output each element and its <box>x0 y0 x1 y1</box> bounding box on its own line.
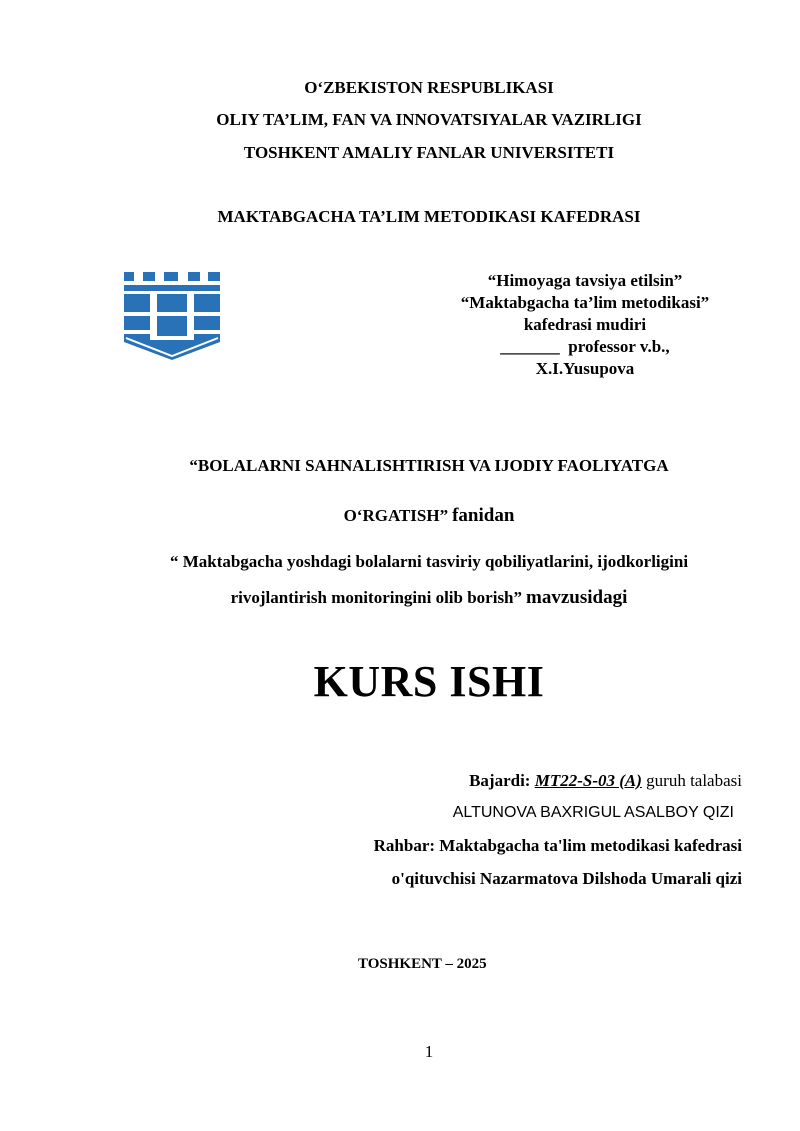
performer-group-suffix: guruh talabasi <box>646 771 742 790</box>
department-name: MAKTABGACHA TA’LIM METODIKASI KAFEDRASI <box>217 207 641 226</box>
page-number: 1 <box>424 1042 434 1061</box>
supervisor-line-1: Rahbar: Maktabgacha ta'lim metodikasi kafedrasi <box>373 836 742 855</box>
approval-position: professor v.b., <box>568 337 670 356</box>
university-shield-icon <box>122 270 222 360</box>
approval-signature-line <box>440 336 730 358</box>
ministry-name: OLIY TA’LIM, FAN VA INNOVATSIYALAR VAZIRLIGI <box>216 110 642 129</box>
performer-label: Bajardi: <box>469 771 531 790</box>
approval-head-name: X.I.Yusupova <box>535 359 635 378</box>
subject-line-2 <box>0 505 800 527</box>
topic-name-end: rivojlantirish monitoringini olib borish” <box>230 588 523 607</box>
performer-group: MT22-S-03 (A) <box>534 771 642 790</box>
approval-block <box>440 270 730 380</box>
approval-department: “Maktabgacha ta’lim metodikasi” <box>460 293 710 312</box>
supervisor-line-2: o'qituvchisi Nazarmatova Dilshoda Umarali qizi <box>391 869 742 888</box>
signature-blank: _______ <box>500 337 560 356</box>
university-name: TOSHKENT AMALIY FANLAR UNIVERSITETI <box>243 143 615 162</box>
performer-line <box>469 771 742 791</box>
document-title: KURS ISHI <box>313 657 545 706</box>
performer-name: ALTUNOVA BAXRIGUL ASALBOY QIZI <box>452 804 734 821</box>
topic-line-2 <box>0 587 800 609</box>
subject-name-end: O‘RGATISH” <box>343 506 449 525</box>
subject-suffix: fanidan <box>452 505 515 526</box>
ministry-country: O‘ZBEKISTON RESPUBLIKASI <box>304 78 554 97</box>
topic-suffix: mavzusidagi <box>526 587 628 608</box>
approval-recommend: “Himoyaga tavsiya etilsin” <box>487 271 683 290</box>
city-year: TOSHKENT – 2025 <box>358 956 487 972</box>
subject-line-1: “BOLALARNI SAHNALISHTIRISH VA IJODIY FAOLIYATGA <box>189 456 669 475</box>
approval-head-title: kafedrasi mudiri <box>523 315 647 334</box>
topic-line-1: “ Maktabgacha yoshdagi bolalarni tasviriy qobiliyatlarini, ijodkorligini <box>169 552 689 571</box>
